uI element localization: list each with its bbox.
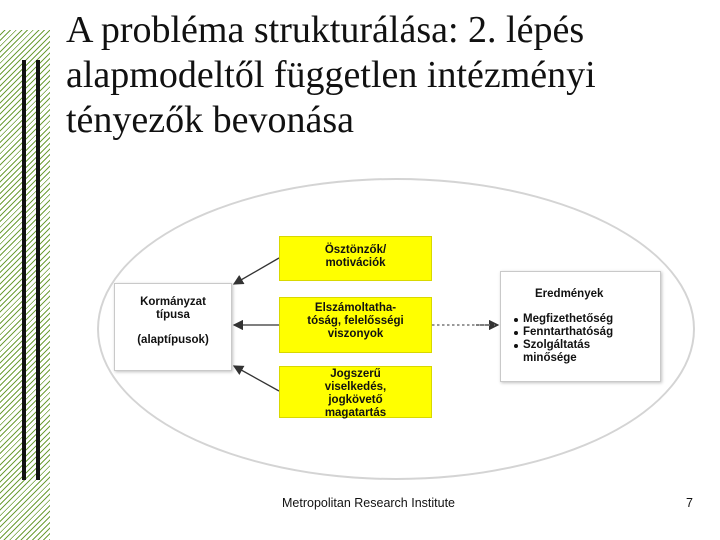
results-item: minősége	[523, 352, 577, 364]
page-number: 7	[686, 496, 693, 510]
footer-organization: Metropolitan Research Institute	[282, 496, 456, 510]
government-type-box	[114, 283, 232, 371]
factor-line: Ösztönzők/	[324, 244, 387, 256]
results-box	[500, 271, 661, 382]
factor-line: magatartás	[324, 407, 387, 419]
results-heading: Eredmények	[535, 288, 604, 300]
factor-line: motivációk	[325, 257, 386, 269]
factor-line: viszonyok	[327, 328, 384, 340]
results-item: Megfizethetőség	[523, 313, 660, 326]
results-list	[523, 313, 660, 365]
slide-title-line: A probléma strukturálása: 2. lépés	[66, 9, 585, 51]
factor-line: Jogszerű	[330, 368, 381, 380]
slide-title-line: tényezők bevonása	[66, 99, 355, 141]
government-type-line: típusa	[156, 309, 190, 321]
arrow-factor1-to-government	[234, 258, 279, 284]
factor-box-accountability	[279, 297, 432, 353]
results-item: Fenntarthatóság	[523, 326, 660, 339]
arrow-factor3-to-government	[234, 366, 279, 391]
results-item: Szolgáltatás	[523, 339, 660, 352]
government-type-line: Kormányzat	[140, 296, 206, 308]
factor-line: viselkedés,	[324, 381, 387, 393]
factor-box-incentives	[279, 236, 432, 281]
factor-line: Elszámoltatha-	[314, 302, 397, 314]
government-type-line: (alaptípusok)	[137, 334, 209, 346]
factor-box-lawful-behavior	[279, 366, 432, 418]
factor-line: tóság, felelősségi	[307, 315, 404, 327]
slide-title-line: alapmodeltől független intézményi	[66, 54, 596, 96]
factor-line: jogkövető	[328, 394, 383, 406]
